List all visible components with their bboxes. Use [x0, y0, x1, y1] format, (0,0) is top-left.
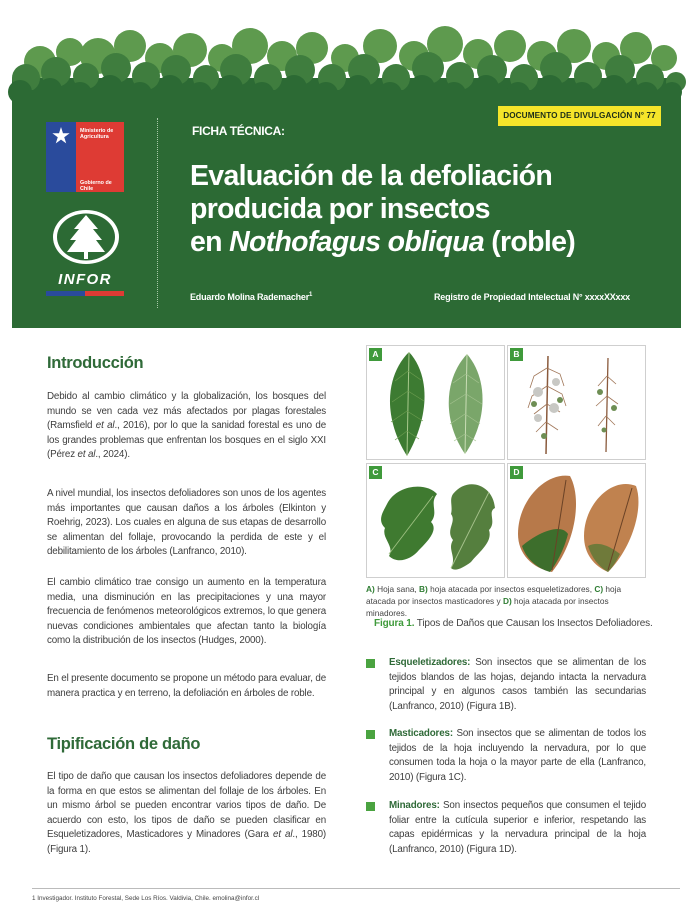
infor-logo-bar	[46, 291, 124, 296]
intro-paragraph-2: A nivel mundial, los insectos defoliadores son unos de los agentes más importantes que causan daños a los árboles (Elkinton y Roehrig, 2023). Los cuales en alguna de sus etapas de desarrollo se alimentan del follaje, provocando la perdida de este y el debilitamiento de los árboles (Lanfranco, 2010).	[47, 488, 326, 558]
document-title	[190, 160, 650, 259]
registry-number: Registro de Propiedad Intelectual N° xxxxXXxxx	[434, 292, 630, 302]
ministry-logo	[46, 122, 124, 192]
figure-panel-a	[366, 345, 505, 460]
government-name: Gobierno de Chile	[80, 180, 112, 193]
intro-heading: Introducción	[47, 354, 144, 372]
header-divider	[157, 118, 158, 308]
tree-logo-icon	[52, 209, 120, 265]
intro-paragraph-4: En el presente documento se propone un método para evaluar, de manera practica y en terreno, la defoliación en árboles de roble.	[47, 673, 326, 699]
intro-paragraph-3: El cambio climático trae consigo un aumento en la temperatura media, una disminución en las precipitaciones y una mayor frecuencia de fenómenos meteorológicos extremos, lo que genera nuevas condiciones ambientales que afectan tanto la biología como la distribución de los insectos (Hudges, 2000).	[47, 577, 326, 647]
infor-logo-text: INFOR	[58, 271, 112, 288]
ministry-name-line2: Agricultura	[80, 134, 109, 140]
document-number-badge: DOCUMENTO DE DIVULGACIÓN N° 77	[498, 106, 661, 126]
healthy-leaves-image	[367, 346, 505, 460]
bullet-square-icon	[366, 802, 375, 811]
title-line-3: en Nothofagus obliqua (roble)	[190, 226, 576, 258]
bullet-square-icon	[366, 659, 375, 668]
ministry-name-line1: Ministerio de	[80, 128, 114, 134]
chewed-leaves-image	[367, 464, 505, 578]
panel-label-c: C	[369, 466, 382, 479]
damage-paragraph: El tipo de daño que causan los insectos defoliadores depende de la forma en que estos se alimentan del follaje de los árboles. En un mismo árbol se pueden encontrar varios tipos de daño. De acuerdo con esto, los tipos de daño se pueden clasificar en Esqueletizadores, Masticadores y Minadores (Gara et al., 1980) (Figura 1).	[47, 771, 326, 855]
figure-caption: Figura 1. Tipos de Daños que Causan los Insectos Defoliadores.	[374, 618, 653, 629]
figure-panel-b	[507, 345, 646, 460]
title-line-2: producida por insectos	[190, 193, 490, 225]
figure-panel-c	[366, 463, 505, 578]
mined-leaves-image	[508, 464, 646, 578]
panel-label-a: A	[369, 348, 382, 361]
footnote: 1 Investigador. Instituto Forestal, Sede Los Ríos. Valdivia, Chile. emolina@infor.cl	[32, 895, 260, 902]
title-line-1: Evaluación de la defoliación	[190, 160, 553, 192]
document-kicker: FICHA TÉCNICA:	[192, 124, 285, 138]
panel-label-b: B	[510, 348, 523, 361]
skeletonized-leaves-image	[508, 346, 646, 460]
damage-heading: Tipificación de daño	[47, 735, 201, 753]
author-name: Eduardo Molina Rademacher$^1$	[190, 292, 313, 302]
footnote-rule	[32, 888, 680, 889]
figure-legend: A) Hoja sana, B) hoja atacada por insectos esqueletizadores, C) hoja atacada por insectos masticadores y D) hoja atacada por insectos minadores.	[366, 584, 622, 618]
intro-paragraph-1: Debido al cambio climático y la globalización, los bosques del mundo se ven cada vez más afectados por plagas forestales (Ramsfield et al., 2016), por lo que la sanidad forestal es uno de los grandes problemas que enfrentan los bosques en el siglo XXI (Pérez et al., 2024).	[47, 391, 326, 461]
figure-panel-d	[507, 463, 646, 578]
figure-1	[366, 345, 646, 578]
species-name: Nothofagus obliqua	[229, 226, 485, 258]
bullet-square-icon	[366, 730, 375, 739]
panel-label-d: D	[510, 466, 523, 479]
forest-canopy-illustration	[0, 0, 699, 120]
